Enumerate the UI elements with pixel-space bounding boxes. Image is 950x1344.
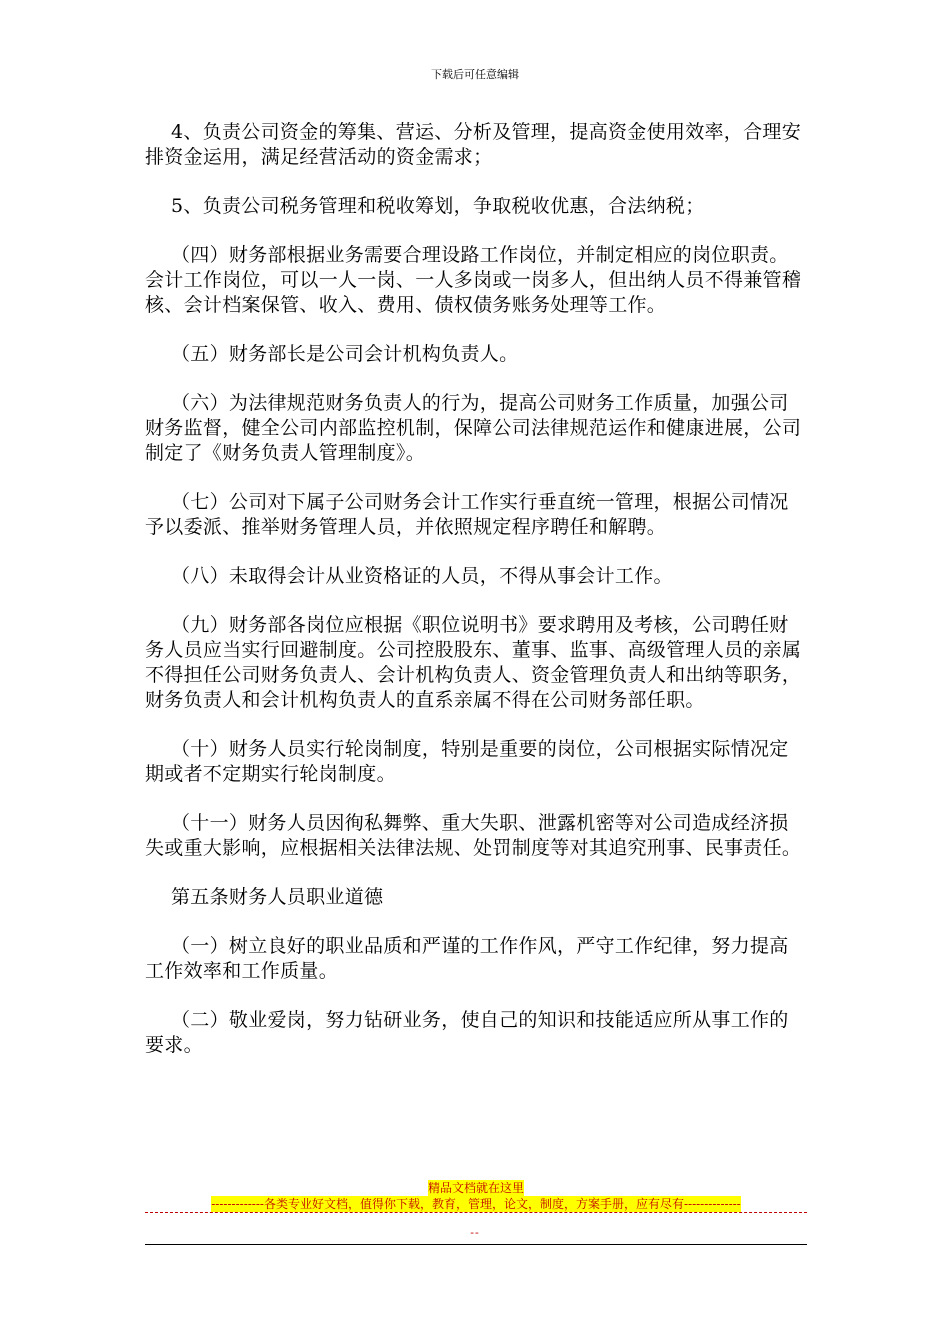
footer-slogan: -------------各类专业好文档，值得你下载，教育，管理，论文，制度，方案手册，应有尽有-------------- bbox=[211, 1197, 741, 1211]
paragraph-item-4: 4、负责公司资金的筹集、营运、分析及管理，提高资金使用效率，合理安排资金运用，满足经营活动的资金需求； bbox=[145, 121, 801, 168]
paragraph-section-9: （九）财务部各岗位应根据《职位说明书》要求聘用及考核，公司聘任财务人员应当实行回避制度。公司控股股东、董事、监事、高级管理人员的亲属不得担任公司财务负责人、会计机构负责人、资金管理负责人和出纳等职务，财务负责人和会计机构负责人的直系亲属不得在公司财务部任职。 bbox=[145, 614, 802, 711]
paragraph-section-8: （八）未取得会计从业资格证的人员，不得从事会计工作。 bbox=[171, 565, 673, 587]
paragraph-section-5: （五）财务部长是公司会计机构负责人。 bbox=[171, 343, 519, 365]
paragraph-section-4: （四）财务部根据业务需要合理设路工作岗位，并制定相应的岗位职责。会计工作岗位，可以一人一岗、一人多岗或一岗多人，但出纳人员不得兼管稽核、会计档案保管、收入、费用、债权债务账务处理等工作。 bbox=[145, 244, 802, 316]
article-5-heading: 第五条财务人员职业道德 bbox=[171, 886, 384, 908]
footer-dashed-divider bbox=[145, 1212, 807, 1213]
footer-dash-tail: -- bbox=[470, 1226, 480, 1239]
document-body bbox=[145, 120, 807, 1082]
paragraph-section-11: （十一）财务人员因徇私舞弊、重大失职、泄露机密等对公司造成经济损失或重大影响，应根据相关法律法规、处罚制度等对其追究刑事、民事责任。 bbox=[145, 812, 802, 859]
footer-banner bbox=[145, 1180, 807, 1212]
paragraph-section-10: （十）财务人员实行轮岗制度，特别是重要的岗位，公司根据实际情况定期或者不定期实行轮岗制度。 bbox=[145, 738, 789, 785]
paragraph-item-5: 5、负责公司税务管理和税收筹划，争取税收优惠，合法纳税； bbox=[171, 195, 705, 217]
paragraph-section-7: （七）公司对下属子公司财务会计工作实行垂直统一管理，根据公司情况予以委派、推举财务管理人员，并依照规定程序聘任和解聘。 bbox=[145, 491, 789, 538]
paragraph-ethics-2: （二）敬业爱岗，努力钻研业务，使自己的知识和技能适应所从事工作的要求。 bbox=[145, 1009, 789, 1056]
paragraph-ethics-1: （一）树立良好的职业品质和严谨的工作作风，严守工作纪律，努力提高工作效率和工作质量。 bbox=[145, 935, 789, 982]
footer-rule bbox=[145, 1244, 807, 1245]
paragraph-section-6: （六）为法律规范财务负责人的行为，提高公司财务工作质量，加强公司财务监督，健全公司内部监控机制，保障公司法律规范运作和健康进展，公司制定了《财务负责人管理制度》。 bbox=[145, 392, 802, 464]
footer-title: 精品文档就在这里 bbox=[427, 1181, 524, 1195]
header-note: 下载后可任意编辑 bbox=[431, 68, 519, 81]
